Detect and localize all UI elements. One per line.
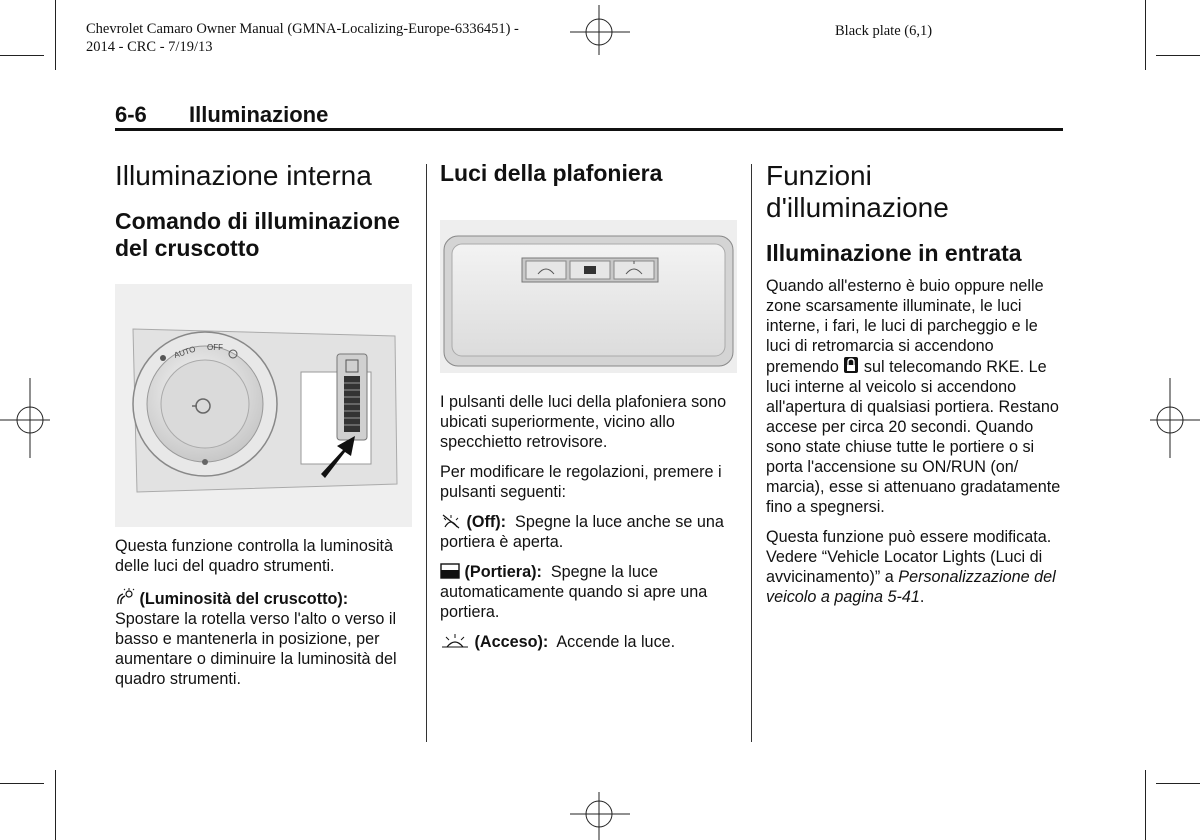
col3-heading	[766, 160, 1066, 224]
crop-mark	[1156, 783, 1200, 784]
running-header	[86, 20, 519, 56]
col2-door-item	[440, 562, 740, 622]
col1-subheading	[115, 208, 420, 262]
crop-mark	[0, 55, 44, 56]
light-off-icon	[440, 513, 462, 529]
lock-icon	[843, 356, 859, 374]
col3-subheading: Illuminazione in entrata	[766, 240, 1022, 266]
col3-para2-end: .	[919, 588, 925, 606]
col2-heading: Luci della plafoniera	[440, 160, 663, 186]
dial-label-off: OFF	[207, 343, 223, 352]
header-rule	[115, 128, 1063, 131]
col1-dimmer-item	[115, 588, 415, 689]
cross-reference-link[interactable]: Personalizzazione del veicolo a pagina 5-41	[766, 568, 1056, 606]
col1-body	[115, 536, 415, 699]
col3-para1	[766, 276, 1066, 517]
crop-mark	[1156, 55, 1200, 56]
column-divider	[751, 164, 752, 742]
col2-body	[440, 392, 740, 662]
dial-label-auto: AUTO	[172, 344, 197, 360]
col1-heading: Illuminazione interna	[115, 160, 372, 191]
heading-line: Funzioni	[766, 160, 872, 191]
col2-off-item	[440, 512, 740, 552]
plate-label: Black plate (6,1)	[835, 23, 933, 39]
crop-mark	[55, 0, 56, 70]
section-header	[115, 102, 328, 128]
subheading-line: Comando di illuminazione	[115, 208, 400, 234]
dimmer-icon	[115, 588, 135, 606]
column-divider	[426, 164, 427, 742]
col3-para1-b: sul telecomando RKE. Le luci interne al veicolo si accendono all'apertura di qualsiasi portiera. Restano accese per circa 20 secondi. Quando sono state chiuse tutte le portiere o si porta l'accensione su ON/RUN (on/ marcia), esse si attenuano gradatamente fino a spegnersi.	[766, 358, 1061, 516]
off-item-text: Spegne la luce anche se una portiera è aperta.	[440, 513, 724, 551]
crop-mark	[0, 783, 44, 784]
registration-mark-right	[1150, 378, 1200, 458]
dome-lamp-figure	[440, 220, 737, 373]
dashboard-light-control-figure	[115, 284, 412, 527]
col1-para1: Questa funzione controlla la luminosità delle luci del quadro strumenti.	[115, 537, 394, 575]
door-item-label: (Portiera):	[464, 563, 542, 581]
heading-line: d'illuminazione	[766, 192, 949, 223]
light-on-icon	[440, 633, 470, 649]
subheading-line: del cruscotto	[115, 235, 260, 261]
registration-mark-top	[570, 5, 630, 55]
on-item-text: Accende la luce.	[556, 633, 676, 651]
off-item-label: (Off):	[466, 513, 507, 531]
header-line-1: Chevrolet Camaro Owner Manual (GMNA-Localizing-Europe-6336451) -	[86, 21, 519, 37]
crop-mark	[1145, 0, 1146, 70]
registration-mark-bottom	[570, 792, 630, 840]
col3-body	[766, 276, 1066, 617]
registration-mark-left	[0, 378, 50, 458]
door-icon	[440, 563, 460, 579]
col3-para1-a: Quando all'esterno è buio oppure nelle zone scarsamente illuminate, le luci interne, i fari, le luci di parcheggio e le luci di retromarcia si accendono premendo	[766, 277, 1044, 376]
crop-mark	[55, 770, 56, 840]
col3-para2-a: Questa funzione può essere modificata. Vedere “Vehicle Locator Lights (Luci di avvicinamento)” a	[766, 528, 1052, 586]
col2-para2: Per modificare le regolazioni, premere i pulsanti seguenti:	[440, 463, 722, 501]
col3-para2	[766, 527, 1066, 607]
dimmer-item-text: Spostare la rotella verso l'alto o verso il basso e mantenerla in posizione, per aumentare o diminuire la luminosità del quadro strumenti.	[115, 610, 397, 688]
header-line-2: 2014 - CRC - 7/19/13	[86, 39, 213, 55]
col2-on-item	[440, 632, 740, 652]
col2-para1: I pulsanti delle luci della plafoniera sono ubicati superiormente, vicino allo specchietto retrovisore.	[440, 393, 727, 451]
door-item-text: Spegne la luce automaticamente quando si apre una portiera.	[440, 563, 708, 621]
on-item-label: (Acceso):	[474, 633, 549, 651]
dimmer-item-label: (Luminosità del cruscotto):	[139, 590, 349, 608]
section-title: Illuminazione	[189, 102, 329, 127]
section-number: 6-6	[115, 102, 147, 127]
crop-mark	[1145, 770, 1146, 840]
